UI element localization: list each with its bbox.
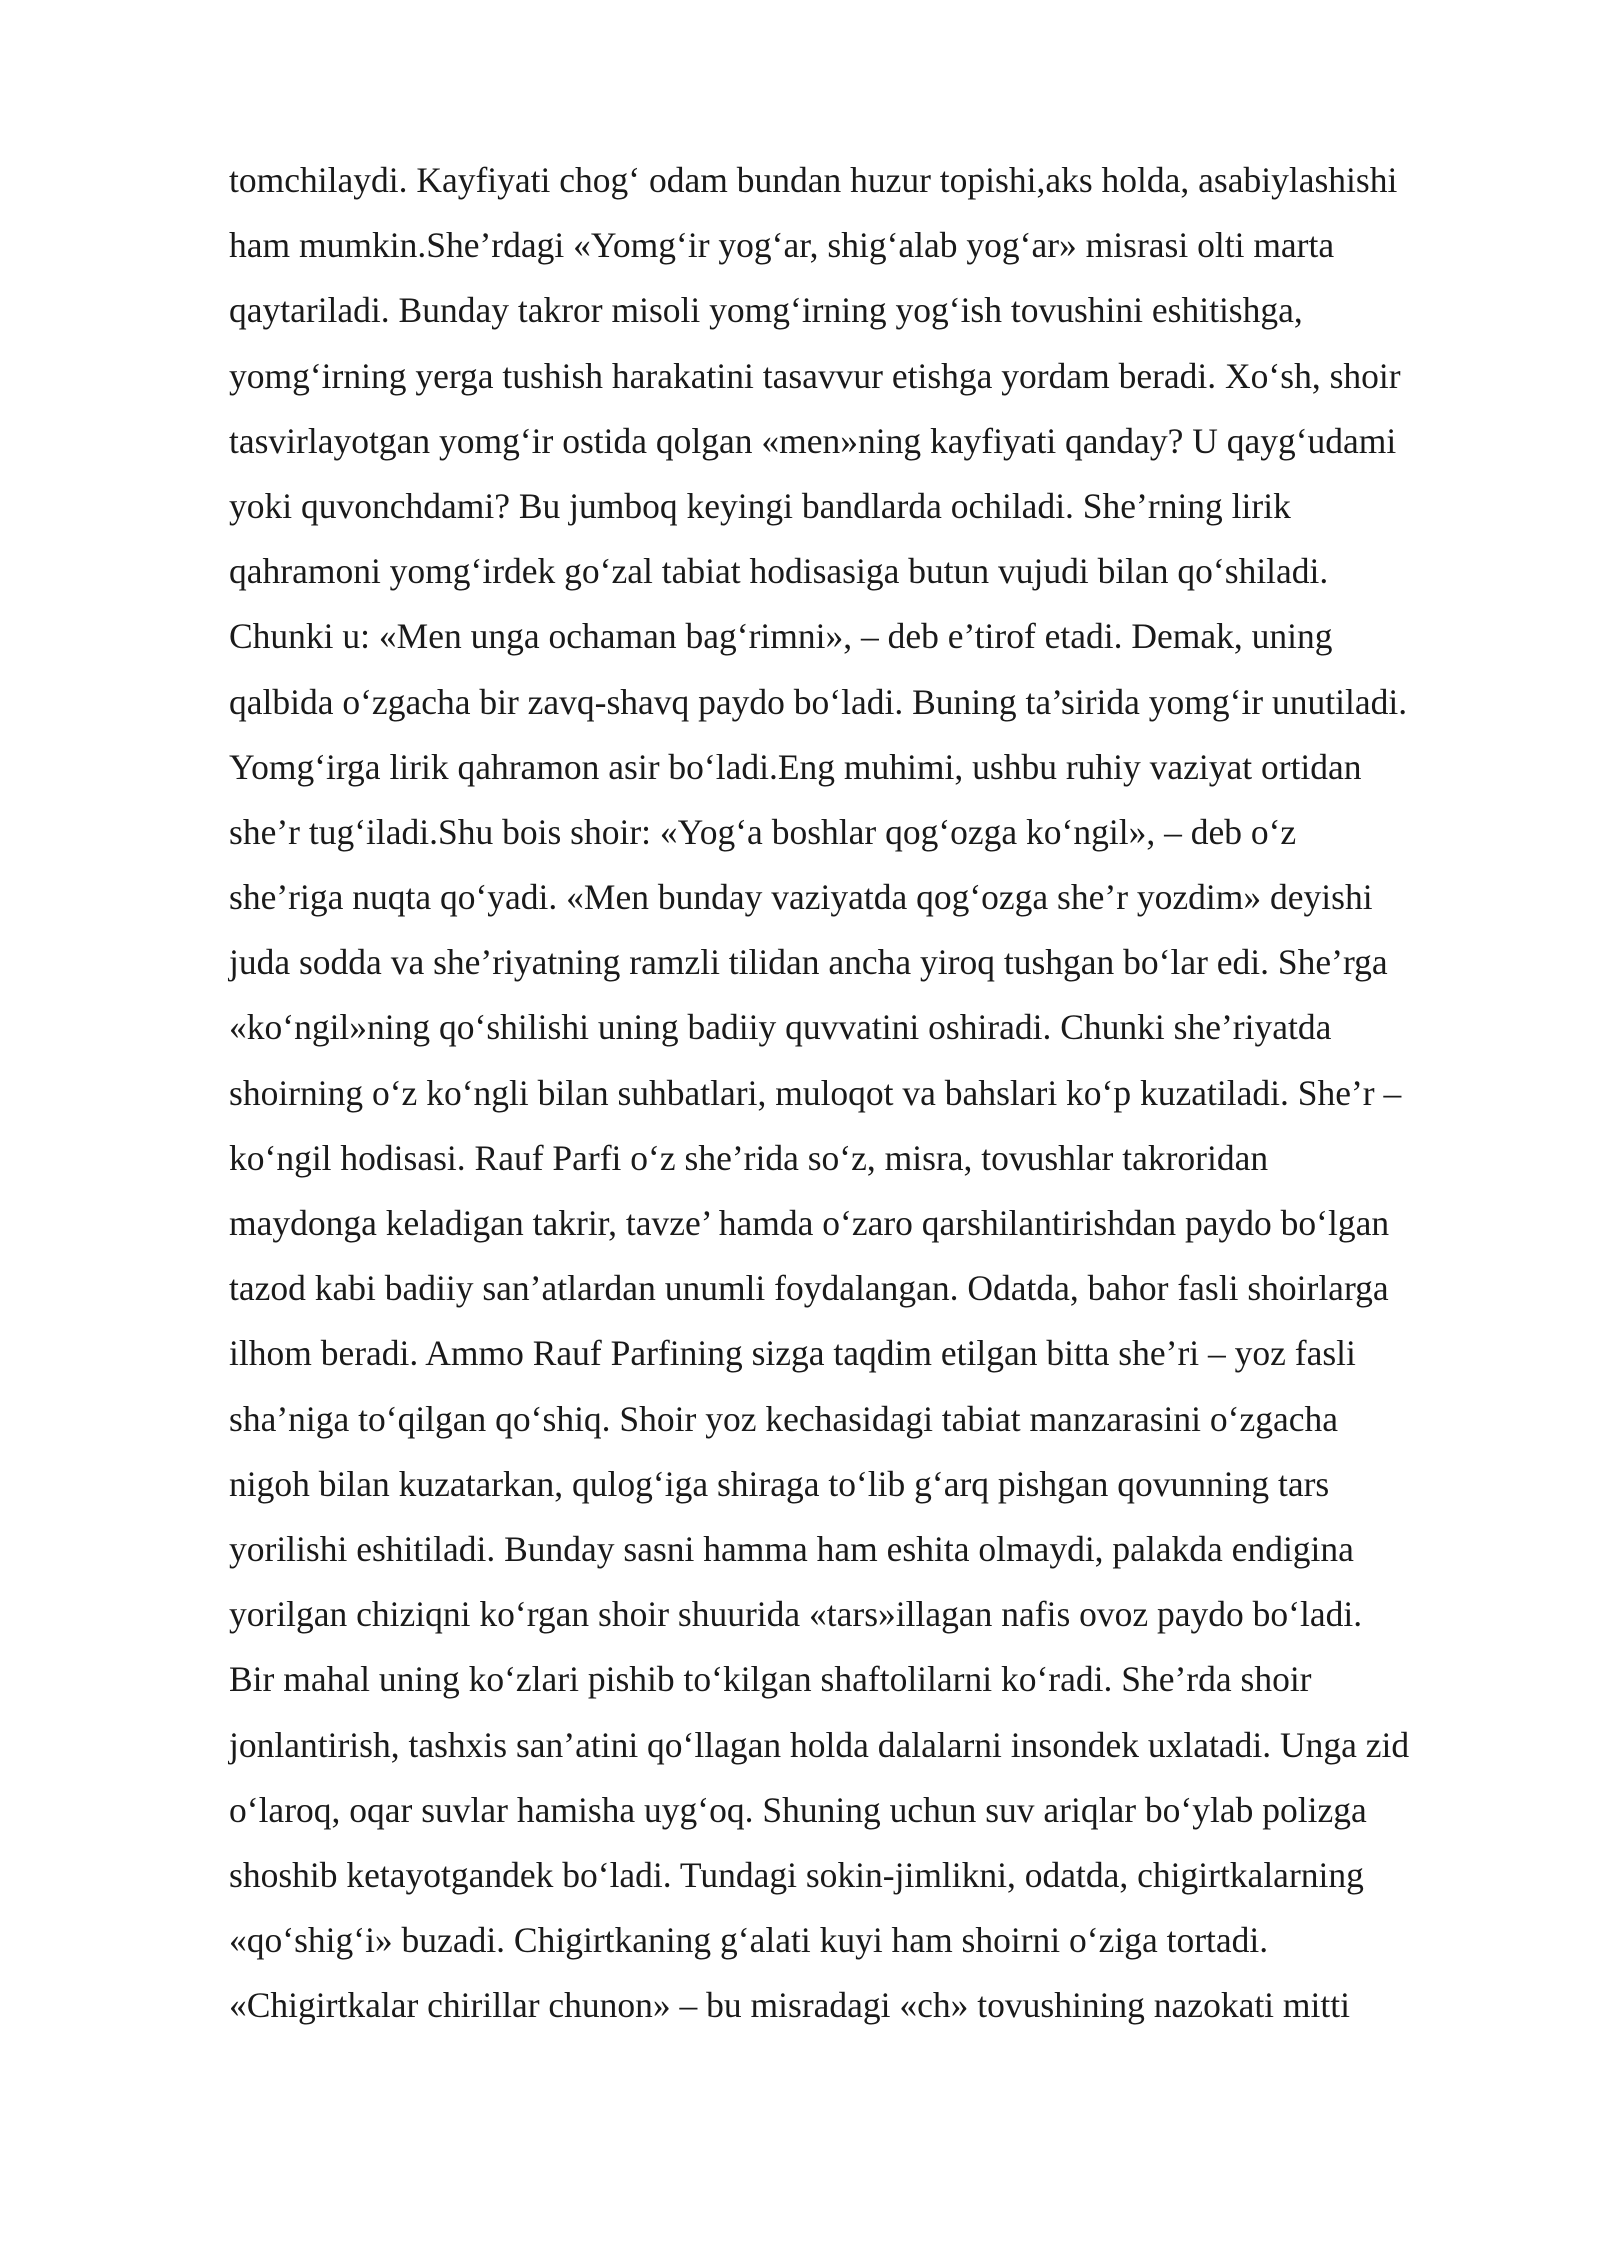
- text-line: qahramoni yomg‘irdek go‘zal tabiat hodisasiga butun vujudi bilan qo‘shiladi.: [229, 551, 1329, 592]
- text-line: o‘laroq, oqar suvlar hamisha uyg‘oq. Shuning uchun suv ariqlar bo‘ylab polizga: [229, 1789, 1367, 1830]
- text-line: yorilishi eshitiladi. Bunday sasni hamma ham eshita olmaydi, palakda endigina: [229, 1528, 1354, 1569]
- text-line: nigoh bilan kuzatarkan, qulog‘iga shiraga to‘lib g‘arq pishgan qovunning tars: [229, 1463, 1330, 1504]
- text-line: she’riga nuqta qo‘yadi. «Men bunday vaziyatda qog‘ozga she’r yozdim» deyishi: [229, 877, 1373, 918]
- text-line: sha’niga to‘qilgan qo‘shiq. Shoir yoz kechasidagi tabiat manzarasini o‘zgacha: [229, 1398, 1339, 1439]
- text-line: ko‘ngil hodisasi. Rauf Parfi o‘z she’rida so‘z, misra, tovushlar takroridan: [229, 1137, 1269, 1178]
- text-line: tomchilaydi. Kayfiyati chog‘ odam bundan huzur topishi,aks holda, asabiylashishi: [229, 160, 1398, 200]
- text-line: «qo‘shig‘i» buzadi. Chigirtkaning g‘alati kuyi ham shoirni o‘ziga tortadi.: [229, 1920, 1269, 1961]
- text-line: she’r tug‘iladi.Shu bois shoir: «Yog‘a boshlar qog‘ozga ko‘ngil», – deb o‘z: [229, 811, 1297, 852]
- text-line: Chunki u: «Men unga ochaman bag‘rimni», – deb e’tirof etadi. Demak, uning: [229, 616, 1333, 657]
- text-line: «Chigirtkalar chirillar chunon» – bu misradagi «ch» tovushining nazokati mitti: [229, 1985, 1350, 2026]
- text-line: yorilgan chiziqni ko‘rgan shoir shuurida «tars»illagan nafis ovoz paydo bo‘ladi.: [229, 1594, 1363, 1635]
- text-line: yoki quvonchdami? Bu jumboq keyingi bandlarda ochiladi. She’rning lirik: [229, 485, 1291, 526]
- text-line: Bir mahal uning ko‘zlari pishib to‘kilgan shaftolilarni ko‘radi. She’rda shoir: [229, 1659, 1312, 1700]
- text-line: juda sodda va she’riyatning ramzli tilidan ancha yiroq tushgan bo‘lar edi. She’rga: [229, 942, 1388, 983]
- text-line: jonlantirish, tashxis san’atini qo‘llagan holda dalalarni insondek uxlatadi. Unga zid: [229, 1724, 1410, 1765]
- text-line: qaytariladi. Bunday takror misoli yomg‘irning yog‘ish tovushini eshitishga,: [229, 290, 1303, 331]
- text-line: Yomg‘irga lirik qahramon asir bo‘ladi.Eng muhimi, ushbu ruhiy vaziyat ortidan: [229, 746, 1362, 787]
- text-line: qalbida o‘zgacha bir zavq-shavq paydo bo‘ladi. Buning ta’sirida yomg‘ir unutiladi.: [229, 681, 1408, 722]
- body-text: [229, 148, 1529, 2038]
- text-line: shoshib ketayotgandek bo‘ladi. Tundagi sokin-jimlikni, odatda, chigirtkalarning: [229, 1854, 1364, 1895]
- text-line: ham mumkin.She’rdagi «Yomg‘ir yog‘ar, shig‘alab yog‘ar» misrasi olti marta: [229, 225, 1335, 266]
- text-line: ilhom beradi. Ammo Rauf Parfining sizga taqdim etilgan bitta she’ri – yoz fasli: [229, 1333, 1356, 1374]
- text-line: yomg‘irning yerga tushish harakatini tasavvur etishga yordam beradi. Xo‘sh, shoir: [229, 355, 1401, 396]
- text-line: maydonga keladigan takrir, tavze’ hamda o‘zaro qarshilantirishdan paydo bo‘lgan: [229, 1203, 1390, 1243]
- text-line: «ko‘ngil»ning qo‘shilishi uning badiiy quvvatini oshiradi. Chunki she’riyatda: [229, 1007, 1332, 1048]
- text-line: tasvirlayotgan yomg‘ir ostida qolgan «men»ning kayfiyati qanday? U qayg‘udami: [229, 420, 1397, 461]
- text-line: tazod kabi badiiy san’atlardan unumli foydalangan. Odatda, bahor fasli shoirlarga: [229, 1268, 1389, 1309]
- text-line: shoirning o‘z ko‘ngli bilan suhbatlari, muloqot va bahslari ko‘p kuzatiladi. She’r –: [229, 1072, 1402, 1113]
